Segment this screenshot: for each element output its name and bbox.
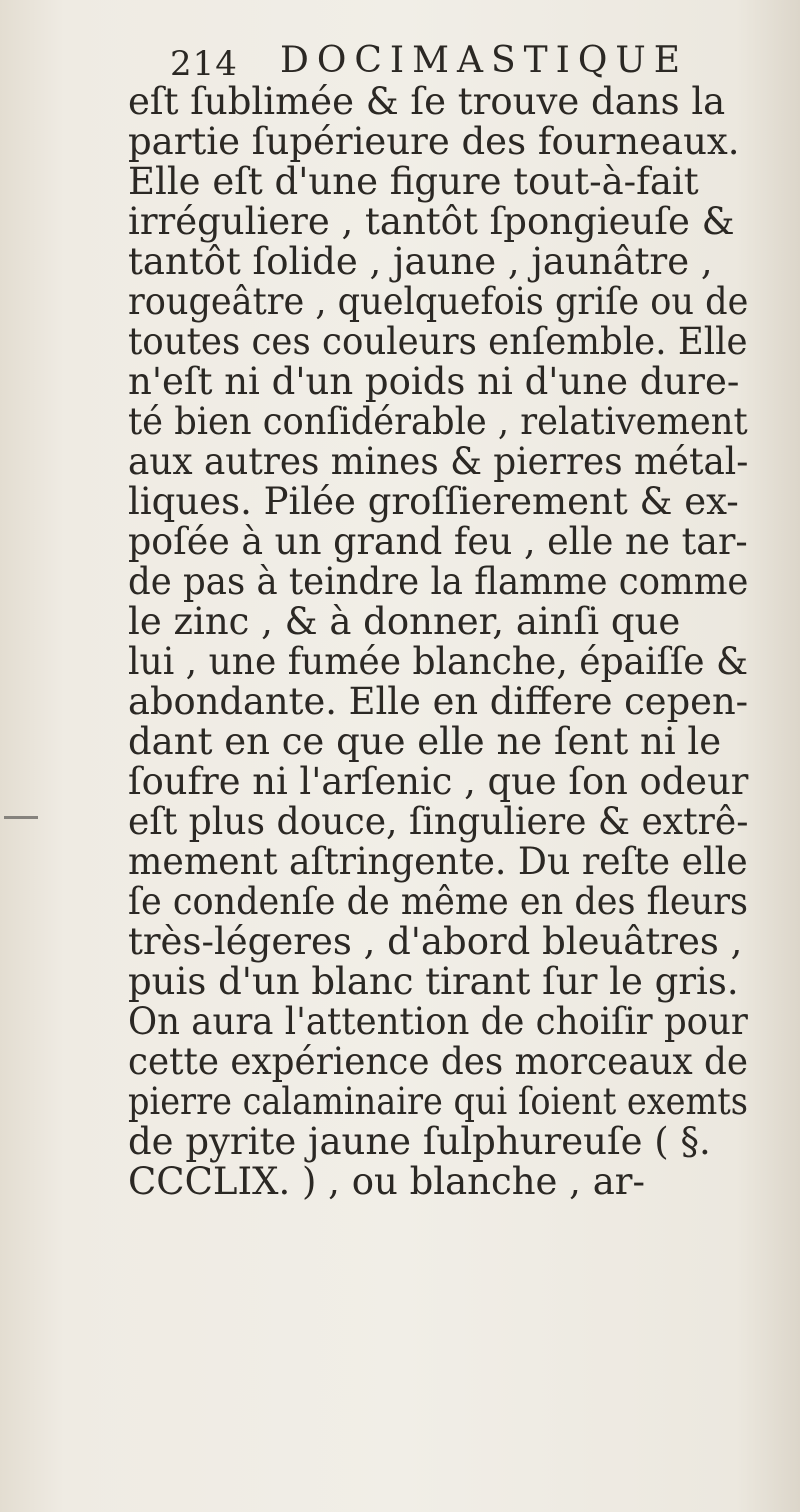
page-number: 214 [170,44,238,84]
text-line: aux autres mines & pierres métal- [128,440,749,483]
margin-mark [4,816,38,819]
text-line: té bien conſidérable , relativement [128,400,748,443]
text-line: de pyrite jaune ſulphureuſe ( §. [128,1120,711,1163]
text-line: abondante. Elle en differe cepen- [128,680,749,723]
text-line: tantôt ſolide , jaune , jaunâtre , [128,240,713,283]
text-line: toutes ces couleurs enſemble. Elle [128,320,748,363]
text-line: ſe condenſe de même en des fleurs [128,880,748,923]
text-line: eſt ſublimée & ſe trouve dans la [128,80,726,123]
text-line: On aura l'attention de choiſir pour [128,1000,748,1043]
text-line: poſée à un grand feu , elle ne tar- [128,520,748,563]
text-line: le zinc , & à donner, ainſi que [128,600,681,643]
text-line: ſoufre ni l'arſenic , que ſon odeur [128,760,749,803]
text-line: pierre calaminaire qui ſoient exemts [128,1080,748,1123]
text-line: dant en ce que elle ne ſent ni le [128,720,722,763]
text-line: lui , une fumée blanche, épaiſſe & [128,640,749,683]
text-line: partie ſupérieure des fourneaux. [128,120,740,163]
text-line: puis d'un blanc tirant ſur le gris. [128,960,739,1003]
text-line: CCCLIX. ) , ou blanche , ar- [128,1160,645,1203]
text-line: de pas à teindre la flamme comme [128,560,749,603]
text-line: rougeâtre , quelquefois griſe ou de [128,280,749,323]
text-line: liques. Pilée groſſierement & ex- [128,480,739,523]
running-title: DOCIMASTIQUE [280,40,689,81]
text-line: n'eſt ni d'un poids ni d'une dure- [128,360,740,403]
text-line: irréguliere , tantôt ſpongieuſe & [128,200,735,243]
text-line: très-légeres , d'abord bleuâtres , [128,920,743,963]
text-line: eſt plus douce, ſinguliere & extrê- [128,800,749,843]
text-line: Elle eſt d'une figure tout-à-fait [128,160,699,203]
text-line: mement aſtringente. Du reſte elle [128,840,748,883]
text-line: cette expérience des morceaux de [128,1040,749,1083]
